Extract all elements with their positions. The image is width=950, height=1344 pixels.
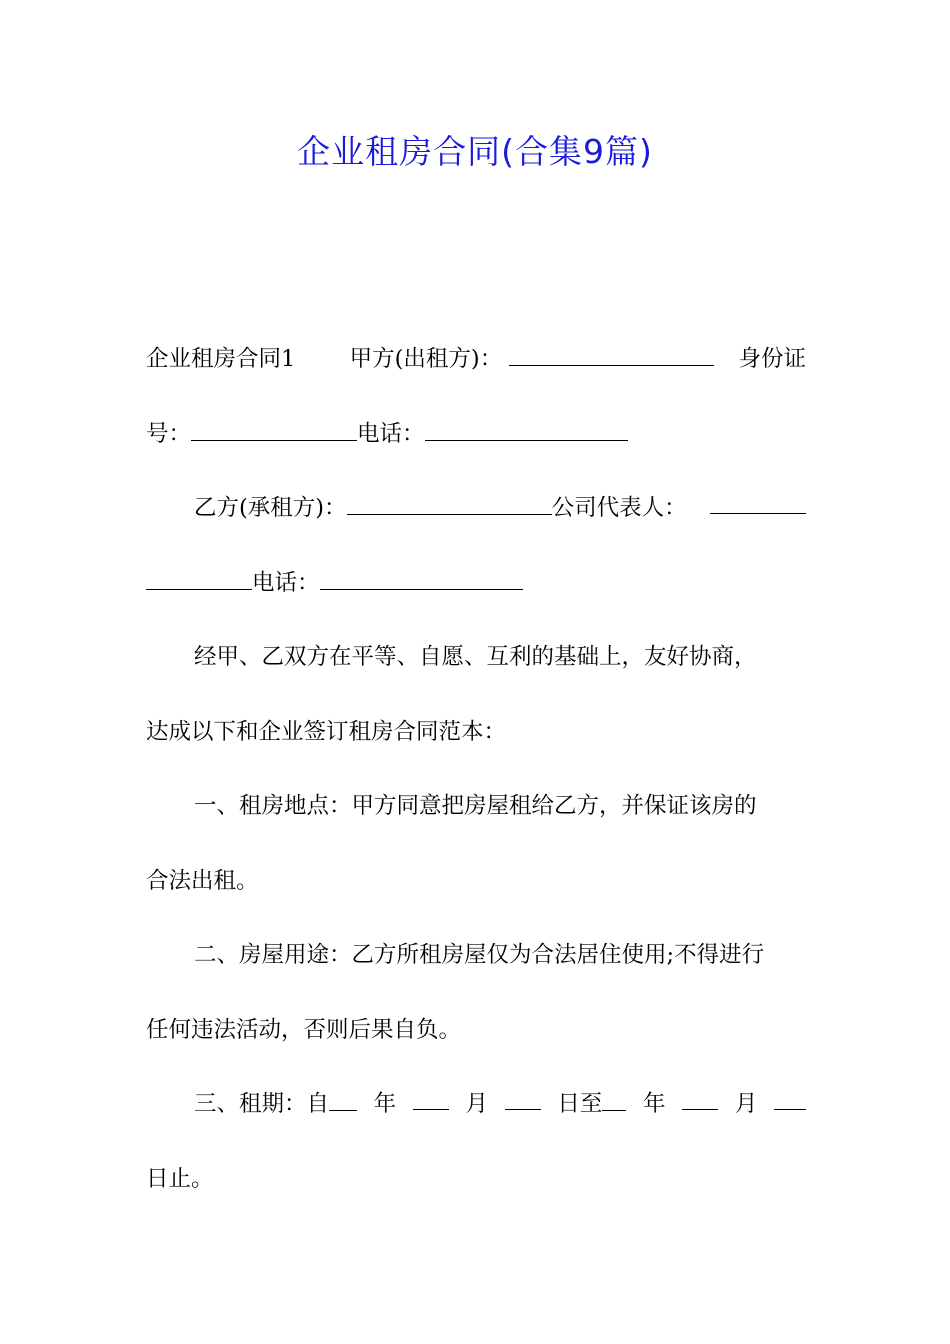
clause-1-line-1: 一、租房地点：甲方同意把房屋租给乙方，并保证该房的 xyxy=(194,793,757,819)
party-b-rep-label: 公司代表人： xyxy=(551,495,687,521)
start-year-blank[interactable] xyxy=(329,1080,357,1111)
party-a-id-blank[interactable] xyxy=(191,410,357,441)
party-a-phone-label: 电话： xyxy=(357,420,425,447)
party-b-phone-blank[interactable] xyxy=(320,559,523,590)
party-a-phone-blank[interactable] xyxy=(425,410,628,441)
party-b-rep-blank-part2[interactable] xyxy=(146,559,252,590)
clause-1-line-2: 合法出租。 xyxy=(146,867,259,894)
party-a-name-blank[interactable] xyxy=(509,335,714,366)
party-b-name-blank[interactable] xyxy=(347,484,552,515)
clause-3-line-1 xyxy=(146,1079,806,1154)
party-b-rep-blank-part1[interactable] xyxy=(710,483,806,514)
party-b-label: 乙方(承租方)： xyxy=(194,495,347,521)
end-year-label: 年 xyxy=(643,1091,666,1117)
party-b-phone-label: 电话： xyxy=(252,569,320,596)
end-month-blank[interactable] xyxy=(682,1079,718,1110)
end-month-label: 月 xyxy=(734,1091,758,1117)
section-heading: 企业租房合同1 xyxy=(146,346,296,372)
end-day-blank[interactable] xyxy=(774,1079,806,1110)
party-b-line-1 xyxy=(146,483,806,558)
intro-line-2: 达成以下和企业签订租房合同范本： xyxy=(146,718,507,745)
id-label-part2: 号： xyxy=(146,420,192,447)
clause-3-prefix: 三、租期：自 xyxy=(194,1091,330,1117)
start-month-label: 月 xyxy=(465,1091,489,1117)
clause-2-line-2: 任何违法活动，否则后果自负。 xyxy=(146,1016,462,1043)
document-body xyxy=(146,334,806,1228)
clause-3-line-2: 日止。 xyxy=(146,1165,214,1192)
party-a-line-2 xyxy=(146,409,806,484)
start-month-blank[interactable] xyxy=(413,1079,449,1110)
end-year-blank[interactable] xyxy=(602,1080,626,1111)
party-a-line-1 xyxy=(146,334,806,409)
party-a-label: 甲方(出租方)： xyxy=(349,346,503,372)
clause-2-line-1: 二、房屋用途：乙方所租房屋仅为合法居住使用;不得进行 xyxy=(194,942,765,968)
start-year-label: 年 xyxy=(373,1091,397,1117)
id-label-part1: 身份证 xyxy=(738,346,806,372)
document-title: 企业租房合同(合集9篇) xyxy=(297,132,653,171)
intro-line-1: 经甲、乙双方在平等、自愿、互利的基础上，友好协商， xyxy=(194,644,757,670)
party-b-line-2 xyxy=(146,558,806,633)
start-day-blank[interactable] xyxy=(505,1079,541,1110)
day-to-label: 日至 xyxy=(557,1091,603,1117)
